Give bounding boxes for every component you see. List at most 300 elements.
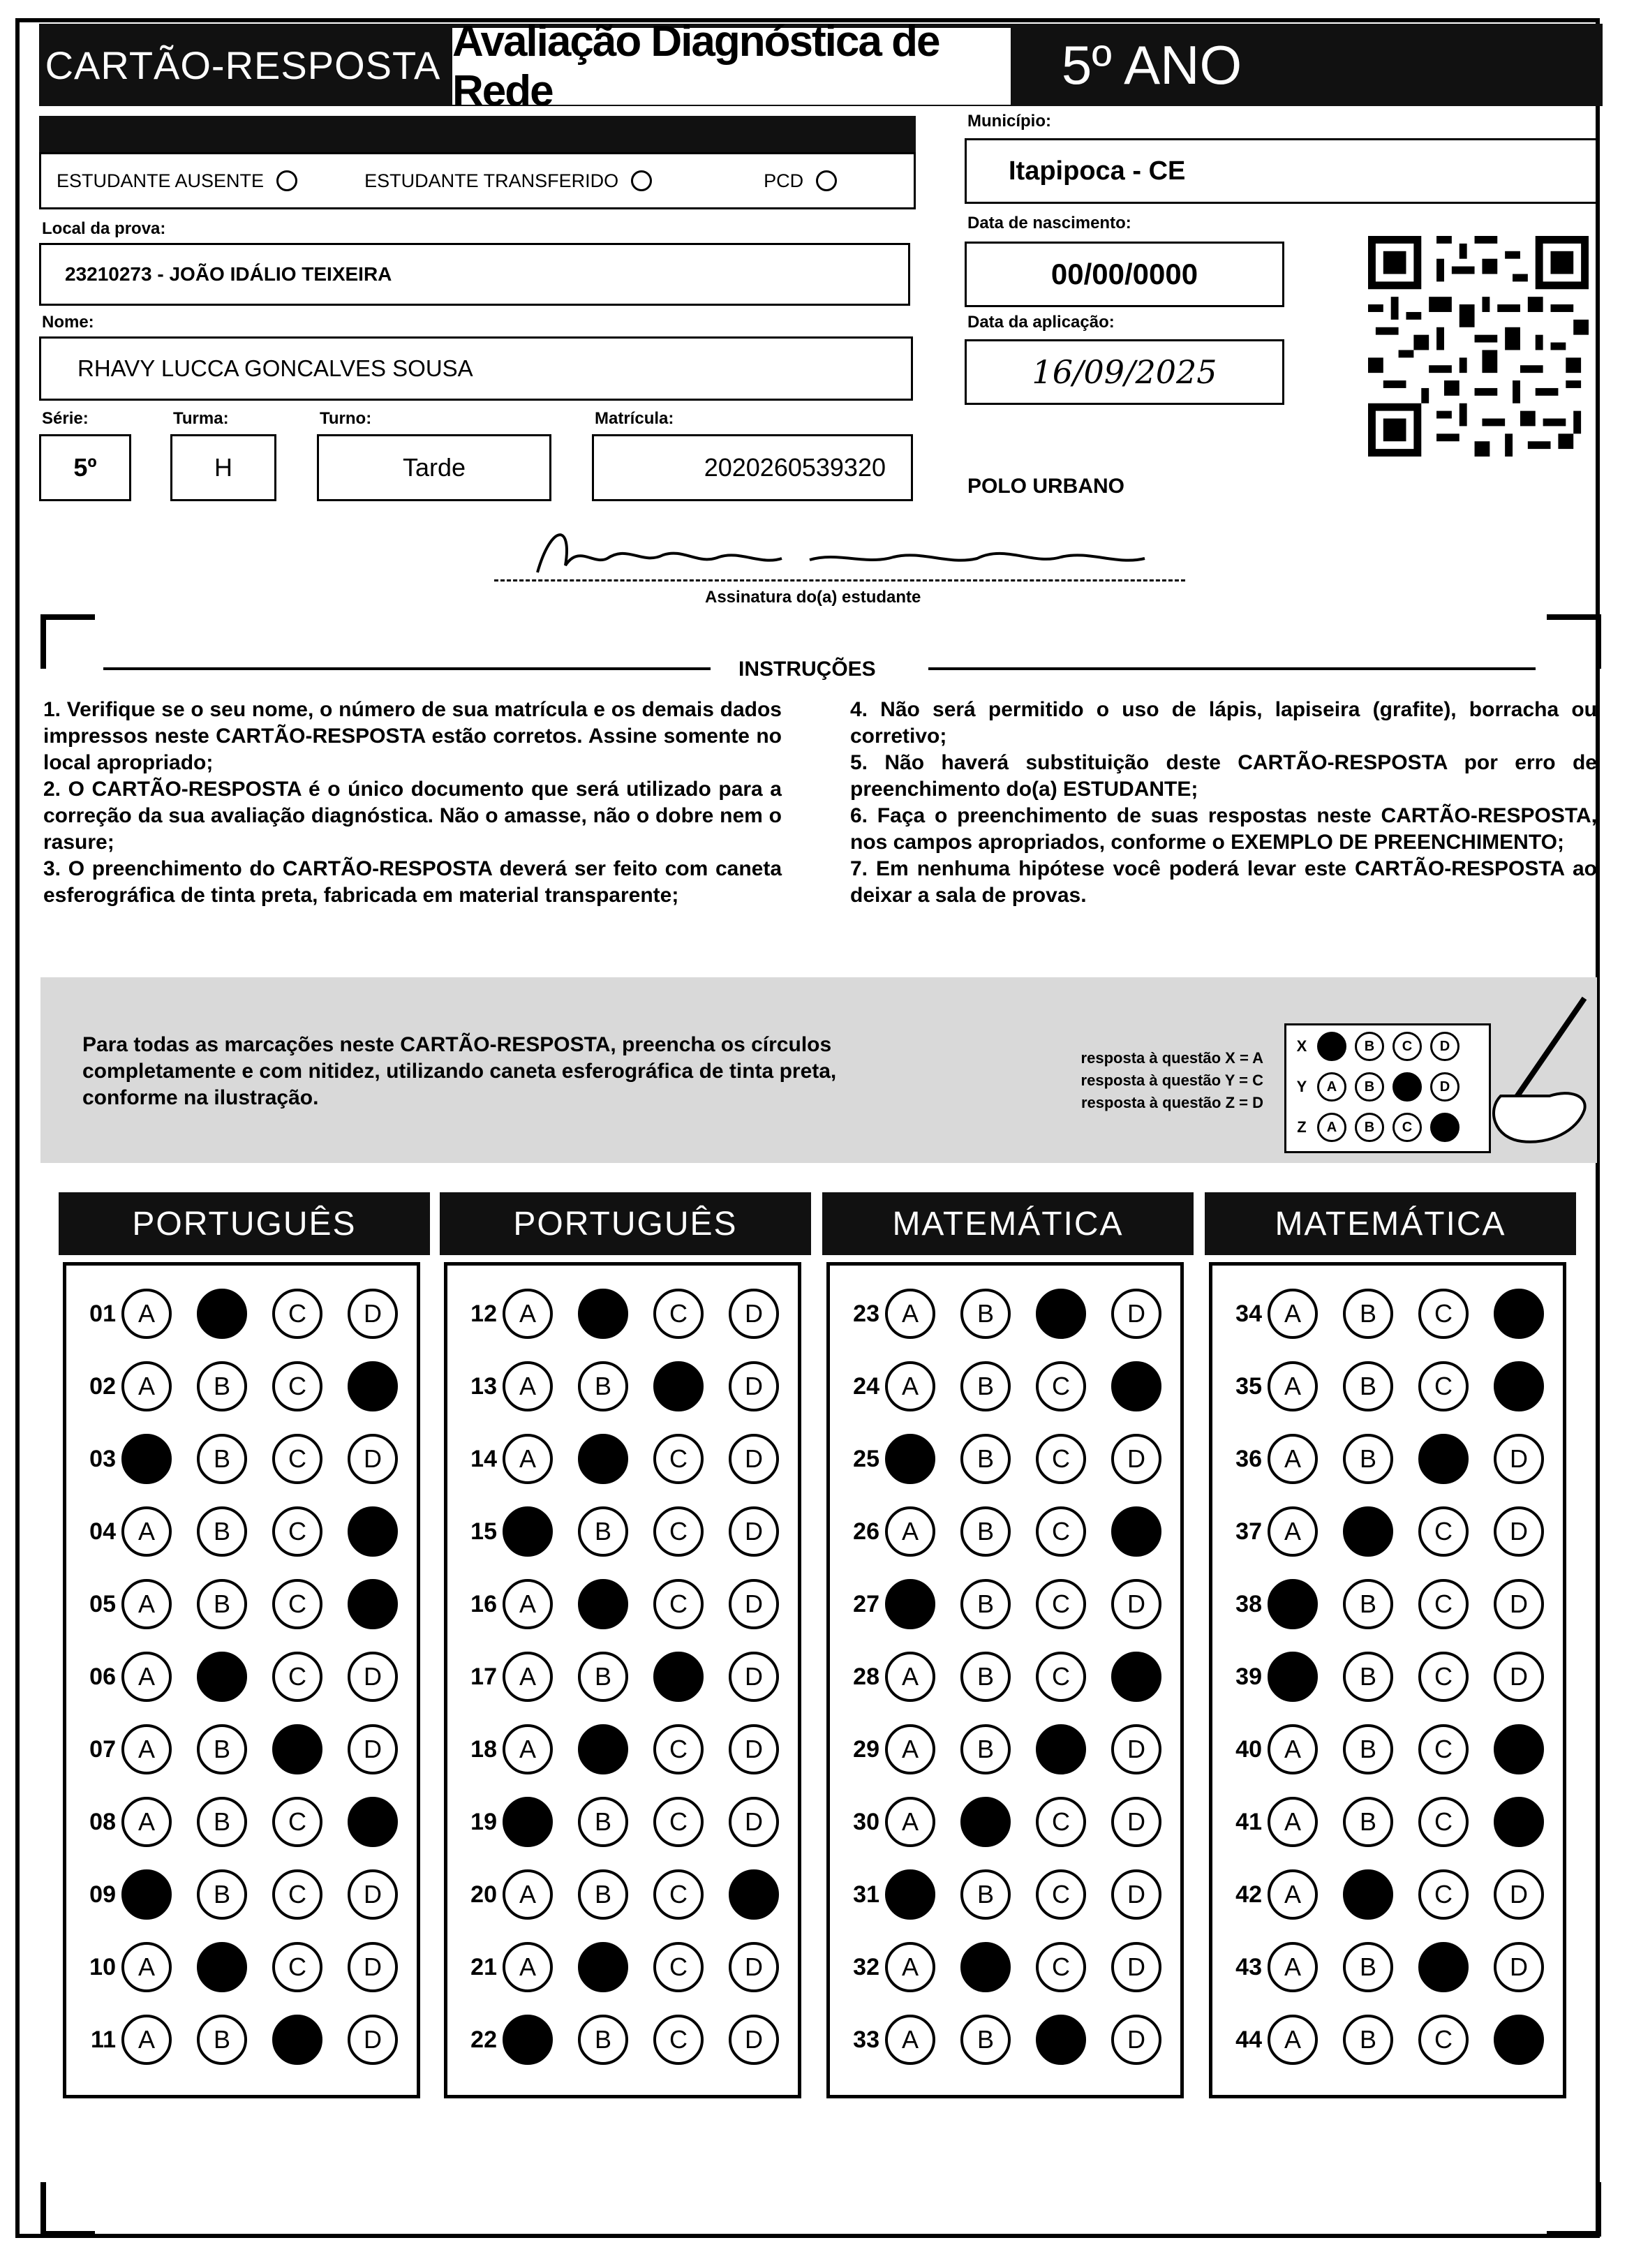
answer-bubble-c[interactable]: C	[1418, 1361, 1469, 1411]
turno-field: Tarde	[317, 434, 551, 501]
answer-bubble-a[interactable]: A	[121, 2015, 172, 2065]
answer-bubble-b[interactable]: B	[960, 1652, 1011, 1702]
serie-label: Série:	[42, 409, 89, 428]
answer-bubble-b[interactable]: B	[960, 1361, 1011, 1411]
answer-bubble-d[interactable]: D	[1111, 1724, 1161, 1774]
answer-bubble-c[interactable]: C	[1036, 1724, 1086, 1774]
answer-bubble-d[interactable]: D	[729, 1289, 779, 1339]
answer-bubble-b[interactable]: B	[960, 1942, 1011, 1992]
question-number: 15	[470, 1518, 497, 1545]
answer-bubble-d[interactable]: D	[1494, 1652, 1544, 1702]
answer-bubble-a[interactable]: A	[885, 1724, 935, 1774]
answer-row	[1219, 1506, 1569, 1557]
answer-bubble-a[interactable]: A	[121, 1579, 172, 1629]
answer-bubble-b[interactable]: B	[578, 1506, 628, 1557]
answer-row	[836, 1652, 1187, 1702]
answer-bubble-c[interactable]: C	[653, 1506, 704, 1557]
answer-bubble-a[interactable]: A	[1268, 1724, 1318, 1774]
answer-bubble-c[interactable]: C	[272, 1361, 322, 1411]
name-label: Nome:	[42, 313, 94, 332]
answer-bubble-b[interactable]: B	[1343, 1869, 1393, 1920]
answer-bubble-d[interactable]: D	[348, 1434, 398, 1484]
answer-bubble-c[interactable]: C	[272, 1506, 322, 1557]
answer-bubble-c[interactable]: C	[653, 1652, 704, 1702]
answer-bubble-b[interactable]: B	[197, 1289, 247, 1339]
answer-bubble-d[interactable]: D	[729, 1724, 779, 1774]
answer-bubble-c[interactable]: C	[272, 1289, 322, 1339]
answer-bubble-c[interactable]: C	[653, 1289, 704, 1339]
question-number: 12	[470, 1300, 497, 1327]
answer-bubble-d[interactable]: D	[729, 1797, 779, 1847]
question-number: 42	[1235, 1881, 1262, 1908]
answer-row	[1219, 1724, 1569, 1774]
answer-bubble-a[interactable]: A	[1268, 1434, 1318, 1484]
answer-bubble-a[interactable]: A	[885, 1652, 935, 1702]
answer-bubble-a[interactable]: A	[1268, 1942, 1318, 1992]
student-signature	[530, 517, 1187, 586]
answer-bubble-c[interactable]: C	[1036, 2015, 1086, 2065]
answer-bubble-d[interactable]: D	[348, 2015, 398, 2065]
answer-bubble-c[interactable]: C	[1418, 1942, 1469, 1992]
answer-bubble-d[interactable]: D	[729, 1942, 779, 1992]
answer-bubble-a[interactable]: A	[885, 1942, 935, 1992]
answer-bubble-b[interactable]: B	[960, 1289, 1011, 1339]
answer-bubble-c[interactable]: C	[1418, 1289, 1469, 1339]
answer-bubble-b[interactable]: B	[960, 1869, 1011, 1920]
answer-bubble-d[interactable]: D	[1111, 2015, 1161, 2065]
instruction-item: 1. Verifique se o seu nome, o número de sua matrícula e os demais dados impressos neste CARTÃO-RESPOSTA estão corretos. Assine somente no local apropriado;	[43, 698, 782, 774]
answer-row	[73, 1652, 423, 1702]
example-question-label: Z	[1297, 1118, 1307, 1136]
answer-bubble-d[interactable]: D	[348, 1942, 398, 1992]
answer-bubble-a[interactable]: A	[885, 1506, 935, 1557]
answer-bubble-c[interactable]: C	[272, 1652, 322, 1702]
question-number: 24	[853, 1372, 879, 1400]
question-number: 10	[89, 1953, 116, 1980]
answer-bubble-d[interactable]: D	[348, 1652, 398, 1702]
transferred-checkbox[interactable]	[631, 170, 652, 191]
answer-bubble-c[interactable]: C	[1418, 1797, 1469, 1847]
answer-row	[454, 2015, 804, 2065]
answer-bubble-b[interactable]: B	[578, 1797, 628, 1847]
answer-row	[454, 1361, 804, 1411]
answer-row	[73, 1361, 423, 1411]
answer-bubble-d[interactable]: D	[1494, 1942, 1544, 1992]
answer-bubble-c[interactable]: C	[1418, 1869, 1469, 1920]
answer-bubble-a[interactable]: A	[885, 1579, 935, 1629]
answer-bubble-c[interactable]: C	[272, 1942, 322, 1992]
answer-bubble-b[interactable]: B	[960, 1579, 1011, 1629]
answer-row	[73, 1506, 423, 1557]
answer-bubble-b[interactable]: B	[578, 1361, 628, 1411]
answer-bubble-b[interactable]: B	[578, 1942, 628, 1992]
answer-bubble-a[interactable]: A	[885, 1289, 935, 1339]
instructions-title: INSTRUÇÕES	[738, 658, 876, 681]
answer-bubble-b[interactable]: B	[1343, 2015, 1393, 2065]
answer-bubble-b[interactable]: B	[1343, 1724, 1393, 1774]
answer-bubble-d[interactable]: D	[348, 1289, 398, 1339]
answer-bubble-d[interactable]: D	[1494, 1361, 1544, 1411]
example-bubble: B	[1355, 1072, 1384, 1102]
answer-bubble-d[interactable]: D	[729, 1506, 779, 1557]
answer-bubble-c[interactable]: C	[272, 1869, 322, 1920]
question-number: 22	[470, 2026, 497, 2053]
answer-row	[1219, 1579, 1569, 1629]
answer-bubble-a[interactable]: A	[885, 1797, 935, 1847]
answer-row	[836, 2015, 1187, 2065]
answer-bubble-d[interactable]: D	[1111, 1434, 1161, 1484]
example-bubble: C	[1392, 1072, 1422, 1102]
answer-bubble-c[interactable]: C	[653, 1434, 704, 1484]
answer-bubble-b[interactable]: B	[1343, 1797, 1393, 1847]
example-bubble: A	[1317, 1113, 1346, 1142]
answer-bubble-a[interactable]: A	[503, 1289, 553, 1339]
answer-bubble-c[interactable]: C	[1418, 1506, 1469, 1557]
answer-bubble-a[interactable]: A	[885, 1361, 935, 1411]
question-number: 34	[1235, 1300, 1262, 1327]
answer-bubble-d[interactable]: D	[1494, 1289, 1544, 1339]
answer-bubble-b[interactable]: B	[578, 1724, 628, 1774]
answer-row	[1219, 1869, 1569, 1920]
question-number: 02	[89, 1372, 116, 1400]
name-field: RHAVY LUCCA GONCALVES SOUSA	[39, 336, 913, 401]
answer-bubble-b[interactable]: B	[960, 1434, 1011, 1484]
matricula-label: Matrícula:	[595, 409, 674, 428]
answer-bubble-b[interactable]: B	[1343, 1289, 1393, 1339]
answer-bubble-d[interactable]: D	[729, 1869, 779, 1920]
application-label: Data da aplicação:	[967, 313, 1115, 332]
answer-bubble-a[interactable]: A	[885, 2015, 935, 2065]
example-bubble: A	[1317, 1032, 1346, 1061]
question-number: 29	[853, 1735, 879, 1763]
answer-bubble-a[interactable]: A	[121, 1869, 172, 1920]
answer-bubble-b[interactable]: B	[578, 2015, 628, 2065]
answer-bubble-d[interactable]: D	[348, 1506, 398, 1557]
answer-bubble-d[interactable]: D	[729, 1579, 779, 1629]
answer-bubble-a[interactable]: A	[1268, 1652, 1318, 1702]
answer-bubble-b[interactable]: B	[578, 1579, 628, 1629]
answer-bubble-a[interactable]: A	[1268, 1797, 1318, 1847]
answer-bubble-d[interactable]: D	[1494, 2015, 1544, 2065]
answer-bubble-b[interactable]: B	[1343, 1506, 1393, 1557]
question-number: 07	[89, 1735, 116, 1763]
answer-bubble-b[interactable]: B	[960, 1724, 1011, 1774]
answer-row	[454, 1506, 804, 1557]
answer-bubble-c[interactable]: C	[1036, 1506, 1086, 1557]
answer-bubble-c[interactable]: C	[653, 1797, 704, 1847]
answer-bubble-d[interactable]: D	[1494, 1724, 1544, 1774]
answer-bubble-c[interactable]: C	[653, 1579, 704, 1629]
answer-bubble-c[interactable]: C	[272, 2015, 322, 2065]
answer-bubble-b[interactable]: B	[960, 1797, 1011, 1847]
answer-row	[1219, 1434, 1569, 1484]
qr-code	[1368, 236, 1589, 457]
answer-bubble-c[interactable]: C	[1036, 1869, 1086, 1920]
question-number: 26	[853, 1518, 879, 1545]
section-header: PORTUGUÊS	[59, 1192, 430, 1255]
question-number: 09	[89, 1881, 116, 1908]
answer-bubble-a[interactable]: A	[121, 1942, 172, 1992]
answer-bubble-d[interactable]: D	[1111, 1506, 1161, 1557]
question-number: 20	[470, 1881, 497, 1908]
example-row	[1286, 1108, 1468, 1147]
question-number: 08	[89, 1808, 116, 1835]
answer-bubble-a[interactable]: A	[121, 1652, 172, 1702]
answer-bubble-c[interactable]: C	[1036, 1289, 1086, 1339]
card-title: CARTÃO-RESPOSTA	[45, 43, 441, 87]
question-number: 33	[853, 2026, 879, 2053]
question-number: 30	[853, 1808, 879, 1835]
answer-row	[454, 1289, 804, 1339]
answer-bubble-b[interactable]: B	[1343, 1361, 1393, 1411]
answer-bubble-d[interactable]: D	[348, 1797, 398, 1847]
answer-bubble-a[interactable]: A	[503, 1724, 553, 1774]
exam-title: Avaliação Diagnóstica de Rede	[452, 28, 1011, 105]
answer-bubble-b[interactable]: B	[960, 1506, 1011, 1557]
example-bubble: D	[1430, 1072, 1460, 1102]
answer-bubble-b[interactable]: B	[197, 1869, 247, 1920]
instructions-right	[850, 697, 1597, 909]
answer-row	[454, 1869, 804, 1920]
answer-bubble-b[interactable]: B	[578, 1289, 628, 1339]
answer-bubble-c[interactable]: C	[1036, 1942, 1086, 1992]
answer-bubble-c[interactable]: C	[1418, 2015, 1469, 2065]
answer-bubble-a[interactable]: A	[121, 1506, 172, 1557]
answer-bubble-b[interactable]: B	[1343, 1942, 1393, 1992]
answer-bubble-a[interactable]: A	[503, 1797, 553, 1847]
answer-bubble-b[interactable]: B	[197, 1797, 247, 1847]
question-number: 06	[89, 1663, 116, 1690]
pcd-checkbox[interactable]	[816, 170, 837, 191]
answer-bubble-a[interactable]: A	[1268, 1506, 1318, 1557]
answer-bubble-d[interactable]: D	[729, 2015, 779, 2065]
answer-row	[836, 1579, 1187, 1629]
answer-row	[836, 1289, 1187, 1339]
section-header: PORTUGUÊS	[440, 1192, 811, 1255]
answer-bubble-b[interactable]: B	[197, 1361, 247, 1411]
example-bubble: A	[1317, 1072, 1346, 1102]
answer-row	[836, 1434, 1187, 1484]
question-number: 28	[853, 1663, 879, 1690]
answer-bubble-d[interactable]: D	[1111, 1579, 1161, 1629]
answer-bubble-b[interactable]: B	[197, 1434, 247, 1484]
answer-bubble-b[interactable]: B	[197, 1506, 247, 1557]
answer-bubble-b[interactable]: B	[197, 1942, 247, 1992]
answer-bubble-a[interactable]: A	[121, 1434, 172, 1484]
answer-bubble-b[interactable]: B	[197, 1724, 247, 1774]
answer-bubble-b[interactable]: B	[1343, 1652, 1393, 1702]
answer-bubble-a[interactable]: A	[503, 1942, 553, 1992]
answer-bubble-c[interactable]: C	[1036, 1797, 1086, 1847]
answer-bubble-b[interactable]: B	[960, 2015, 1011, 2065]
question-number: 39	[1235, 1663, 1262, 1690]
turno-label: Turno:	[320, 409, 372, 428]
answer-row	[454, 1724, 804, 1774]
instructions-rule-right	[928, 667, 1536, 670]
answer-bubble-a[interactable]: A	[121, 1361, 172, 1411]
answer-bubble-d[interactable]: D	[1111, 1361, 1161, 1411]
serie-field: 5º	[39, 434, 131, 501]
answer-bubble-c[interactable]: C	[272, 1724, 322, 1774]
answer-bubble-c[interactable]: C	[653, 1942, 704, 1992]
answer-row	[1219, 1652, 1569, 1702]
corner-mark-top-right	[1547, 614, 1601, 669]
answer-row	[1219, 1289, 1569, 1339]
answer-bubble-d[interactable]: D	[1111, 1652, 1161, 1702]
instruction-item: 3. O preenchimento do CARTÃO-RESPOSTA deverá ser feito com caneta esferográfica de tinta preta, fabricada em material transparente;	[43, 857, 782, 907]
example-bubble: B	[1355, 1032, 1384, 1061]
matricula-field: 2020260539320	[592, 434, 913, 501]
answer-bubble-c[interactable]: C	[653, 2015, 704, 2065]
question-number: 36	[1235, 1445, 1262, 1472]
answer-bubble-c[interactable]: C	[272, 1434, 322, 1484]
answer-bubble-b[interactable]: B	[197, 1579, 247, 1629]
question-number: 17	[470, 1663, 497, 1690]
answer-row	[73, 1942, 423, 1992]
section-header: MATEMÁTICA	[1205, 1192, 1576, 1255]
question-number: 38	[1235, 1590, 1262, 1617]
answer-bubble-d[interactable]: D	[348, 1869, 398, 1920]
instruction-item: 6. Faça o preenchimento de suas respostas neste CARTÃO-RESPOSTA, nos campos apropriados, conforme o EXEMPLO DE PREENCHIMENTO;	[850, 804, 1597, 854]
example-question-label: X	[1296, 1037, 1307, 1055]
status-options	[39, 152, 916, 209]
example-bubble: B	[1355, 1113, 1384, 1142]
answer-bubble-a[interactable]: A	[1268, 1579, 1318, 1629]
answer-bubble-d[interactable]: D	[1494, 1869, 1544, 1920]
answer-row	[1219, 1942, 1569, 1992]
answer-bubble-d[interactable]: D	[1494, 1434, 1544, 1484]
absent-checkbox[interactable]	[276, 170, 297, 191]
answer-bubble-b[interactable]: B	[197, 2015, 247, 2065]
answer-bubble-b[interactable]: B	[578, 1869, 628, 1920]
answer-bubble-d[interactable]: D	[729, 1361, 779, 1411]
answer-bubble-d[interactable]: D	[729, 1434, 779, 1484]
question-number: 11	[91, 2026, 116, 2053]
question-number: 40	[1235, 1735, 1262, 1763]
answer-bubble-b[interactable]: B	[578, 1434, 628, 1484]
answer-row	[1219, 1361, 1569, 1411]
answer-bubble-d[interactable]: D	[1111, 1942, 1161, 1992]
answer-bubble-c[interactable]: C	[1418, 1652, 1469, 1702]
answer-bubble-a[interactable]: A	[121, 1724, 172, 1774]
instruction-item: 7. Em nenhuma hipótese você poderá levar este CARTÃO-RESPOSTA ao deixar a sala de provas.	[850, 857, 1597, 907]
answer-bubble-d[interactable]: D	[729, 1652, 779, 1702]
turma-field: H	[170, 434, 276, 501]
answer-bubble-d[interactable]: D	[1111, 1289, 1161, 1339]
transferred-label: ESTUDANTE TRANSFERIDO	[364, 170, 619, 191]
answer-bubble-a[interactable]: A	[885, 1434, 935, 1484]
answer-bubble-a[interactable]: A	[1268, 1289, 1318, 1339]
question-number: 43	[1235, 1953, 1262, 1980]
answer-row	[1219, 1797, 1569, 1847]
answer-bubble-c[interactable]: C	[1036, 1579, 1086, 1629]
question-number: 19	[470, 1808, 497, 1835]
answer-bubble-c[interactable]: C	[272, 1579, 322, 1629]
question-number: 21	[470, 1953, 497, 1980]
question-number: 37	[1235, 1518, 1262, 1545]
answer-bubble-d[interactable]: D	[1494, 1506, 1544, 1557]
answer-bubble-a[interactable]: A	[503, 1579, 553, 1629]
question-number: 03	[89, 1445, 116, 1472]
question-number: 13	[470, 1372, 497, 1400]
answer-row	[454, 1434, 804, 1484]
answer-row	[1219, 2015, 1569, 2065]
answer-bubble-a[interactable]: A	[503, 1506, 553, 1557]
example-row	[1286, 1067, 1468, 1106]
example-bubble: C	[1392, 1032, 1422, 1061]
answer-bubble-a[interactable]: A	[503, 1869, 553, 1920]
legend-line: resposta à questão Y = C	[1080, 1072, 1263, 1089]
answer-bubble-c[interactable]: C	[1418, 1724, 1469, 1774]
example-bubble: D	[1430, 1032, 1460, 1061]
answer-bubble-a[interactable]: A	[1268, 2015, 1318, 2065]
grade-label: 5º ANO	[1061, 34, 1242, 96]
instruction-item: 4. Não será permitido o uso de lápis, lapiseira (grafite), borracha ou corretivo;	[850, 698, 1597, 748]
answer-bubble-a[interactable]: A	[1268, 1361, 1318, 1411]
answer-row	[73, 2015, 423, 2065]
answer-row	[454, 1652, 804, 1702]
answer-bubble-b[interactable]: B	[1343, 1579, 1393, 1629]
legend-line: resposta à questão Z = D	[1080, 1094, 1263, 1111]
answer-bubble-a[interactable]: A	[121, 1289, 172, 1339]
instructions-left	[43, 697, 782, 909]
question-number: 31	[853, 1881, 879, 1908]
answer-bubble-a[interactable]: A	[503, 2015, 553, 2065]
answer-bubble-d[interactable]: D	[1494, 1579, 1544, 1629]
answer-bubble-b[interactable]: B	[197, 1652, 247, 1702]
answer-bubble-b[interactable]: B	[1343, 1434, 1393, 1484]
answer-bubble-d[interactable]: D	[348, 1579, 398, 1629]
instruction-item: 2. O CARTÃO-RESPOSTA é o único documento que será utilizado para a correção da sua avaliação diagnóstica. Não o amasse, não o dobre nem o rasure;	[43, 778, 782, 854]
answer-row	[73, 1724, 423, 1774]
answer-bubble-d[interactable]: D	[348, 1361, 398, 1411]
answer-bubble-a[interactable]: A	[1268, 1869, 1318, 1920]
answer-row	[73, 1797, 423, 1847]
question-number: 23	[853, 1300, 879, 1327]
answer-bubble-a[interactable]: A	[503, 1434, 553, 1484]
section-header: MATEMÁTICA	[822, 1192, 1194, 1255]
answer-bubble-c[interactable]: C	[1418, 1579, 1469, 1629]
answer-bubble-c[interactable]: C	[1036, 1652, 1086, 1702]
answer-bubble-d[interactable]: D	[348, 1724, 398, 1774]
absent-label: ESTUDANTE AUSENTE	[57, 170, 265, 191]
application-field: 16/09/2025	[965, 339, 1284, 405]
answer-bubble-a[interactable]: A	[503, 1361, 553, 1411]
answer-bubble-c[interactable]: C	[272, 1797, 322, 1847]
answer-bubble-c[interactable]: C	[653, 1361, 704, 1411]
answer-bubble-d[interactable]: D	[1111, 1869, 1161, 1920]
question-number: 01	[89, 1300, 116, 1327]
answer-bubble-c[interactable]: C	[653, 1724, 704, 1774]
answer-bubble-a[interactable]: A	[121, 1797, 172, 1847]
answer-bubble-d[interactable]: D	[1111, 1797, 1161, 1847]
pcd-label: PCD	[764, 170, 804, 191]
location-label: Local da prova:	[42, 219, 166, 238]
question-number: 25	[853, 1445, 879, 1472]
answer-bubble-b[interactable]: B	[578, 1652, 628, 1702]
answer-bubble-c[interactable]: C	[653, 1869, 704, 1920]
answer-bubble-a[interactable]: A	[503, 1652, 553, 1702]
question-number: 27	[853, 1590, 879, 1617]
answer-bubble-c[interactable]: C	[1036, 1434, 1086, 1484]
answer-bubble-c[interactable]: C	[1036, 1361, 1086, 1411]
question-number: 04	[89, 1518, 116, 1545]
question-number: 41	[1235, 1808, 1262, 1835]
municipio-label: Município:	[967, 112, 1051, 131]
answer-bubble-c[interactable]: C	[1418, 1434, 1469, 1484]
answer-bubble-d[interactable]: D	[1494, 1797, 1544, 1847]
answer-bubble-a[interactable]: A	[885, 1869, 935, 1920]
